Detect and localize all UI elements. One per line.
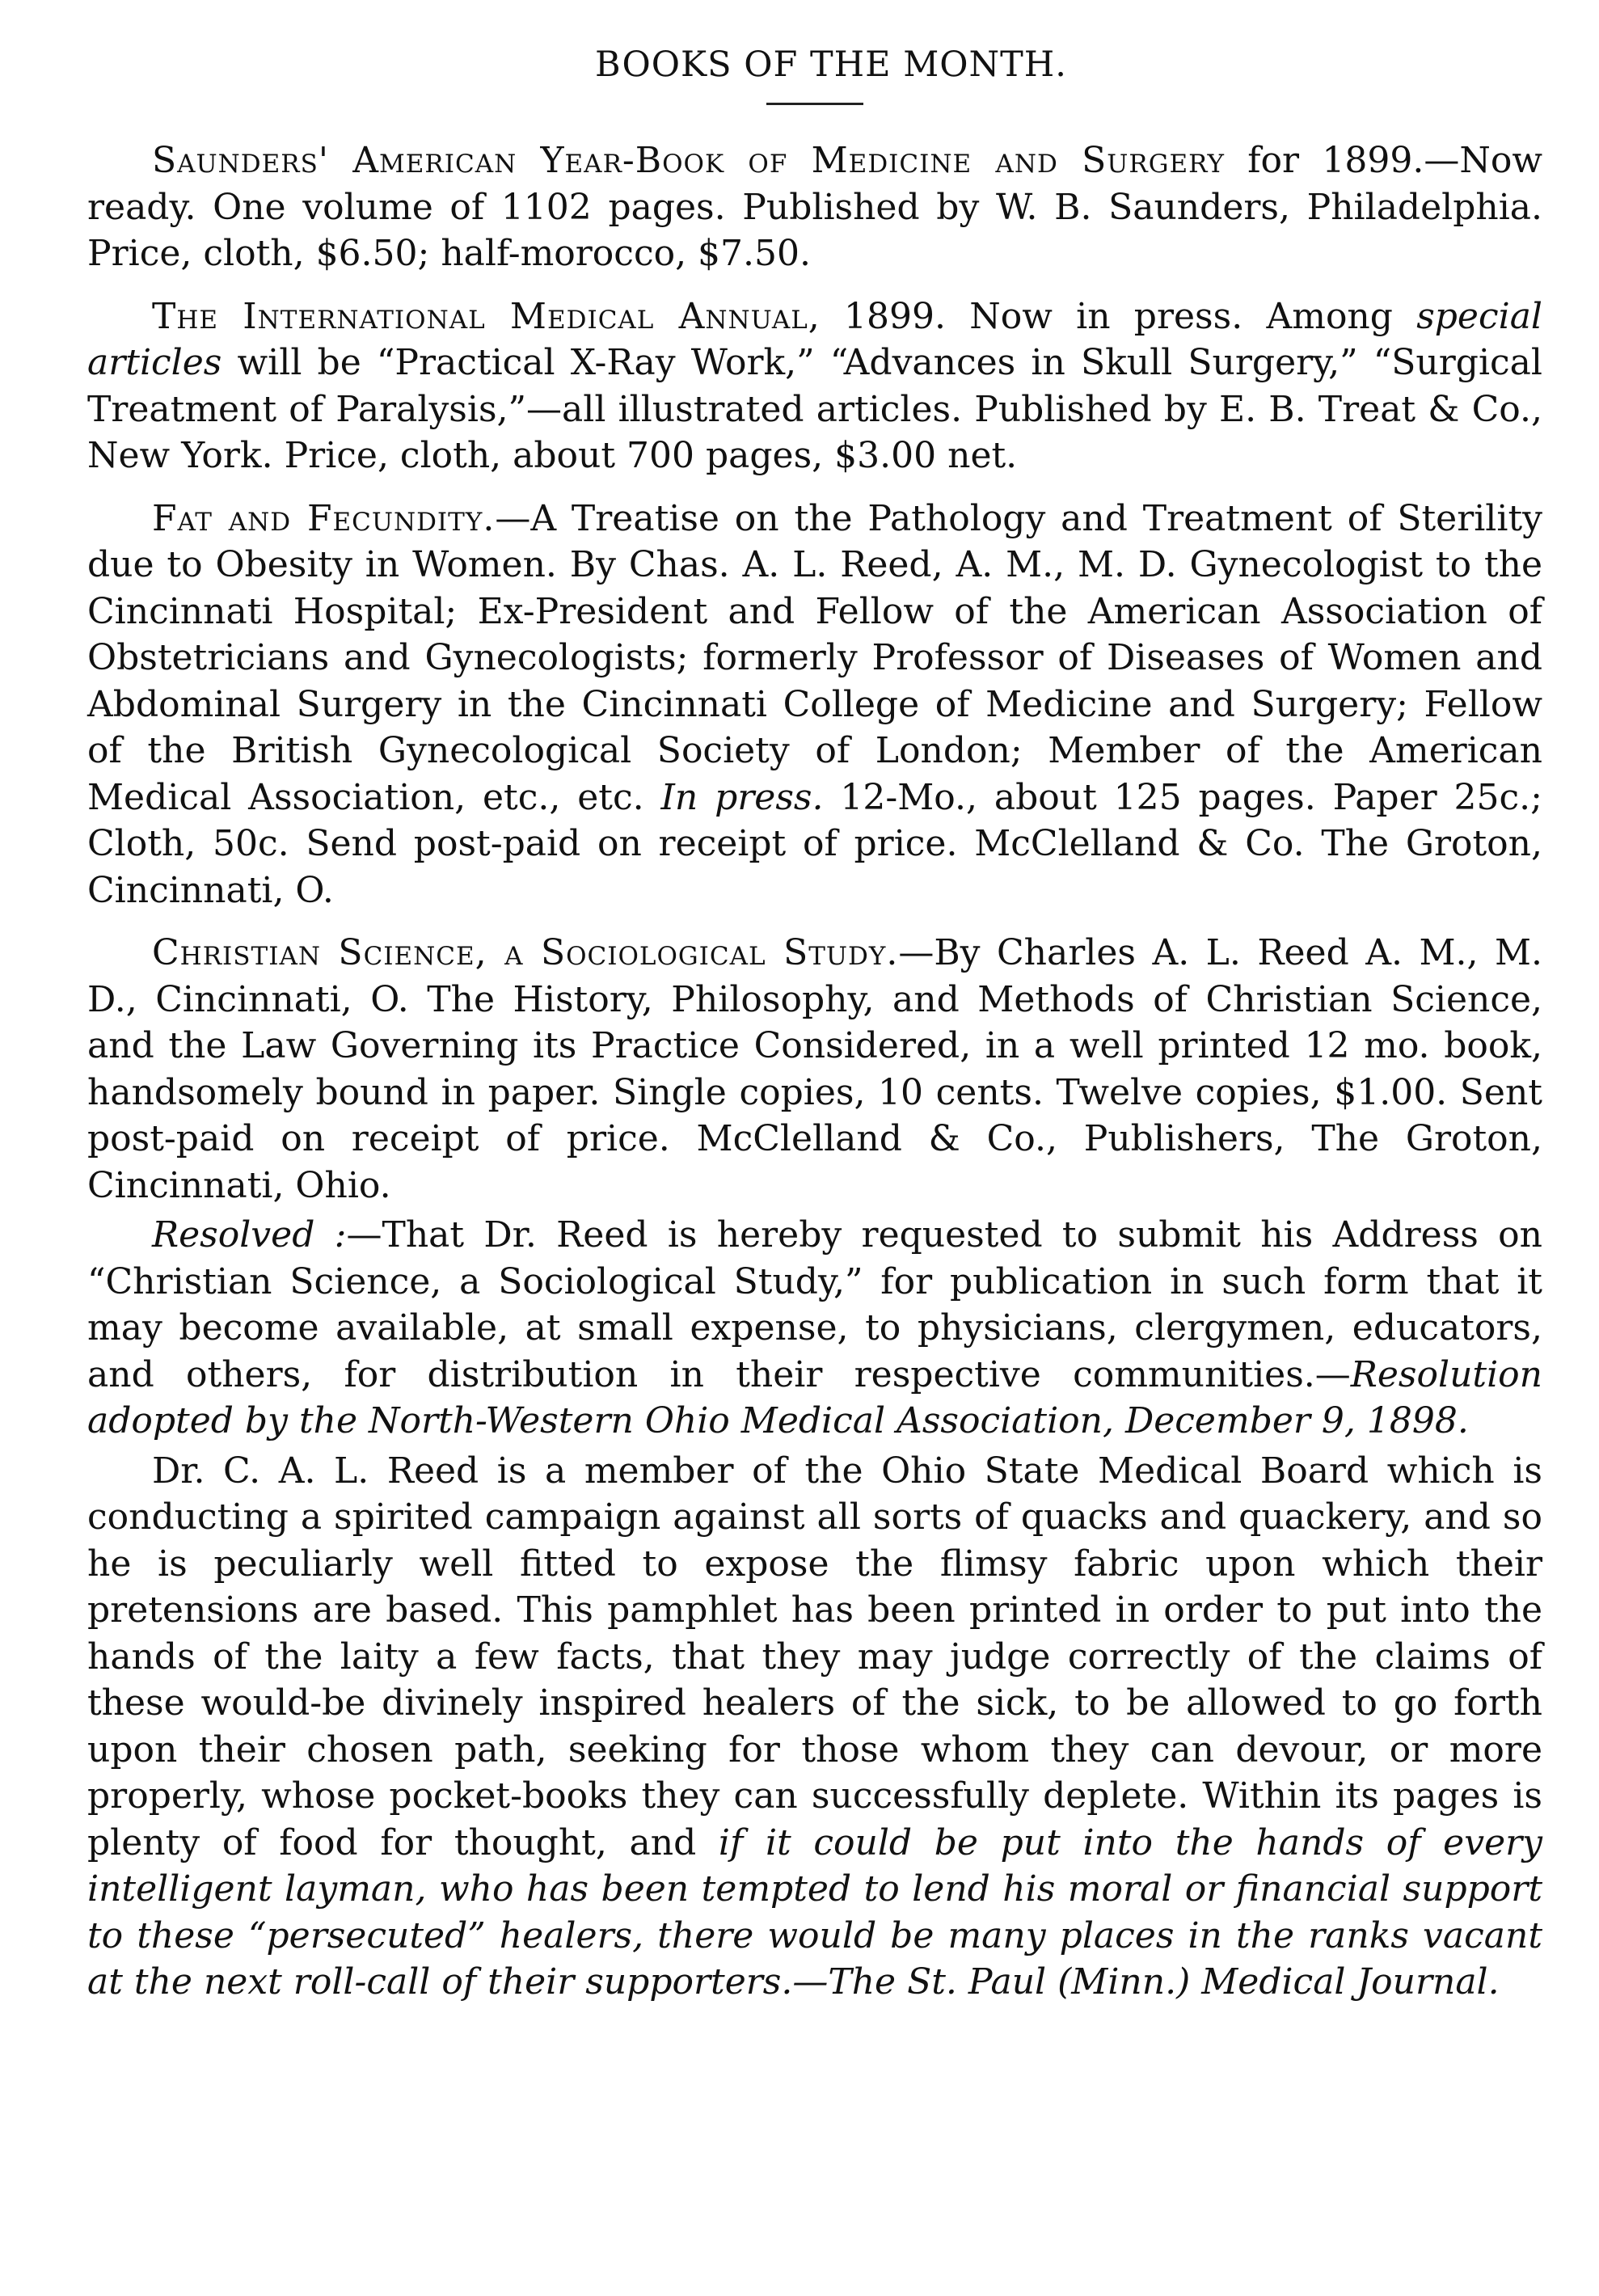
- entry-review-quote: [87, 1448, 1542, 2006]
- entry-heading: The International Medical Annual,: [152, 295, 821, 337]
- page-title: BOOKS OF THE MONTH.: [595, 44, 1067, 85]
- document-page: [87, 44, 1542, 2022]
- entry-body: Dr. C. A. L. Reed is a member of the Ohio State Medical Board which is conducting a spirited campaign against all sorts of quacks and quackery, and so he is peculiarly well fitted to expose the flimsy fabric upon which their pretensions are based. This pamphlet has been printed in order to put into the hands of the laity a few facts, that they may judge correctly of the claims of these would-be divinely inspired healers of the sick, to be allowed to go forth upon their chosen path, seeking for those whom they can devour, or more properly, whose pocket-books they can successfully deplete. Within its pages is plenty of food for thought, and: [87, 1450, 1542, 1863]
- entry-international-medical-annual: [87, 293, 1542, 479]
- entry-body: 12-Mo., about 125 pages. Paper 25c.; Cloth, 50c. Send post-paid on receipt of price. McClelland & Co. The Groton, Cincinnati, O.: [87, 776, 1542, 911]
- entry-body: —That Dr. Reed is hereby requested to submit his Address on “Christian Science, a Sociological Study,” for publication in such form that it may become available, at small expense, to physicians, clergymen, educators, and others, for distribution in their respective communities.—: [87, 1214, 1542, 1395]
- entry-body: 1899. Now in press. Among: [820, 295, 1417, 337]
- entry-italic-text: special articles: [87, 295, 1542, 383]
- entry-body: —A Treatise on the Pathology and Treatment of Sterility due to Obesity in Women. By Chas. A. L. Reed, A. M., M. D. Gynecologist to the Cincinnati Hospital; Ex-President and Fellow of the American Association of Obstetricians and Gynecologists; formerly Professor of Diseases of Women and Abdominal Surgery in the Cincinnati College of Medicine and Surgery; Fellow of the British Gynecological Society of London; Member of the American Medical Association, etc., etc.: [87, 497, 1542, 818]
- title-rule: [766, 103, 863, 105]
- entry-resolution: [87, 1212, 1542, 1445]
- entry-fat-and-fecundity: [87, 496, 1542, 914]
- entry-italic-text: In press.: [660, 776, 824, 818]
- entry-christian-science: [87, 930, 1542, 1209]
- entry-body: —By Charles A. L. Reed A. M., M. D., Cincinnati, O. The History, Philosophy, and Methods of Christian Science, and the Law Governing its Practice Considered, in a well printed 12 mo. book, handsomely bound in paper. Single copies, 10 cents. Twelve copies, $1.00. Sent post-paid on receipt of price. McClelland & Co., Publishers, The Groton, Cincinnati, Ohio.: [87, 932, 1542, 1206]
- entry-heading: Fat and Fecundity.: [152, 497, 496, 539]
- entry-body: for 1899.—Now ready. One volume of 1102 pages. Published by W. B. Saunders, Philadelphia. Price, cloth, $6.50; half-morocco, $7.50.: [87, 140, 1542, 274]
- resolution-attribution: Resolution adopted by the North-Western Ohio Medical Association, December 9, 1898.: [87, 1353, 1542, 1441]
- resolution-lead: Resolved :: [152, 1214, 347, 1256]
- review-italic-quote: if it could be put into the hands of every intelligent layman, who has been tempted to lend his moral or financial support to these “persecuted” healers, there would be many places in the ranks vacant at the next roll-call of their supporters.—The St. Paul (Minn.) Medical Journal.: [87, 1821, 1543, 2003]
- entry-heading: Christian Science, a Sociological Study.: [152, 932, 899, 973]
- entry-body: will be “Practical X-Ray Work,” “Advances in Skull Surgery,” “Surgical Treatment of Paralysis,”—all illustrated articles. Published by E. B. Treat & Co., New York. Price, cloth, about 700 pages, $3.00 net.: [87, 342, 1542, 476]
- entry-saunders-year-book: [87, 137, 1542, 277]
- entry-heading: Saunders' American Year-Book of Medicine and Surgery: [152, 140, 1225, 181]
